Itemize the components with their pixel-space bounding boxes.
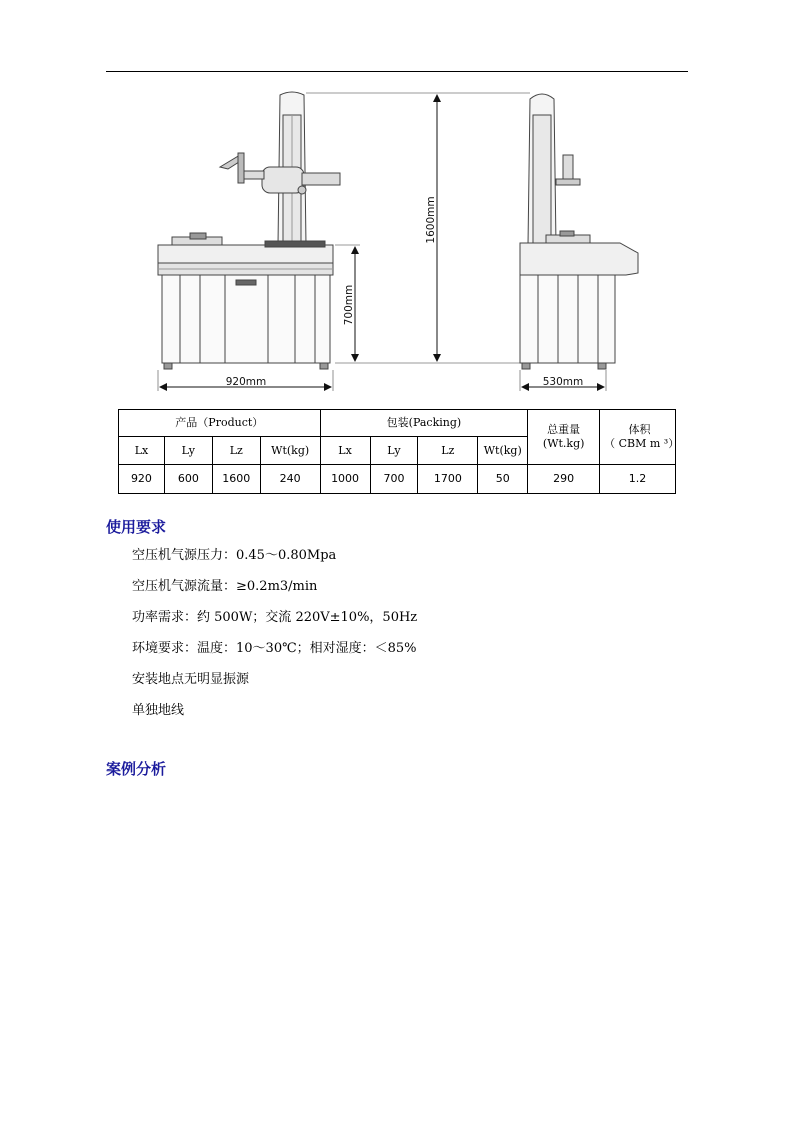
- gross-weight-value: 290: [528, 465, 600, 494]
- dim-1600: [306, 93, 530, 363]
- usage-heading: 使用要求: [106, 518, 167, 536]
- list-item: 安装地点无明显振源: [132, 672, 250, 687]
- volume-title: 体积: [628, 423, 651, 436]
- product-col-lz: Lz: [212, 437, 260, 465]
- spec-table: [118, 409, 680, 494]
- product-wt-value: 240: [260, 465, 320, 494]
- list-item: 空压机气源流量：≥0.2m3/min: [132, 579, 318, 594]
- dim-920: [158, 370, 333, 391]
- packing-ly-value: 700: [370, 465, 418, 494]
- volume-header: [600, 410, 680, 465]
- dim-530-label: 530mm: [542, 376, 584, 388]
- dim-700-label: 700mm: [343, 284, 355, 326]
- volume-unit: （ CBM m ³）: [604, 437, 680, 450]
- gross-weight-header: 总重量 (Wt.kg): [528, 410, 600, 465]
- packing-col-lx: Lx: [320, 437, 370, 465]
- volume-value: 1.2: [600, 465, 676, 494]
- packing-col-wt: Wt(kg): [478, 437, 528, 465]
- product-lx-value: 920: [119, 465, 165, 494]
- product-col-lx: Lx: [119, 437, 165, 465]
- list-item: 功率需求：约 500W；交流 220V±10%，50Hz: [132, 610, 418, 625]
- side-view: [520, 94, 638, 369]
- case-heading: 案例分析: [106, 760, 167, 778]
- list-item: 环境要求：温度：10～30℃；相对湿度：＜85%: [132, 641, 417, 656]
- front-view: [158, 92, 340, 369]
- dim-700: [335, 245, 360, 363]
- product-ly-value: 600: [164, 465, 212, 494]
- header-rule: [106, 71, 688, 72]
- packing-lx-value: 1000: [320, 465, 370, 494]
- dim-530: [520, 370, 606, 391]
- product-col-ly: Ly: [164, 437, 212, 465]
- list-item: 空压机气源压力：0.45～0.80Mpa: [132, 548, 337, 563]
- packing-group-header: 包装(Packing): [320, 410, 528, 437]
- packing-lz-value: 1700: [418, 465, 478, 494]
- table-row: [119, 465, 676, 494]
- packing-wt-value: 50: [478, 465, 528, 494]
- packing-col-lz: Lz: [418, 437, 478, 465]
- requirements-list: [132, 546, 417, 732]
- dim-920-label: 920mm: [225, 376, 267, 388]
- list-item: 单独地线: [132, 703, 185, 718]
- product-col-wt: Wt(kg): [260, 437, 320, 465]
- machine-dimension-drawing: [150, 85, 650, 395]
- product-lz-value: 1600: [212, 465, 260, 494]
- packing-col-ly: Ly: [370, 437, 418, 465]
- product-group-header: 产品（Product）: [119, 410, 321, 437]
- dim-1600-label: 1600mm: [425, 196, 437, 244]
